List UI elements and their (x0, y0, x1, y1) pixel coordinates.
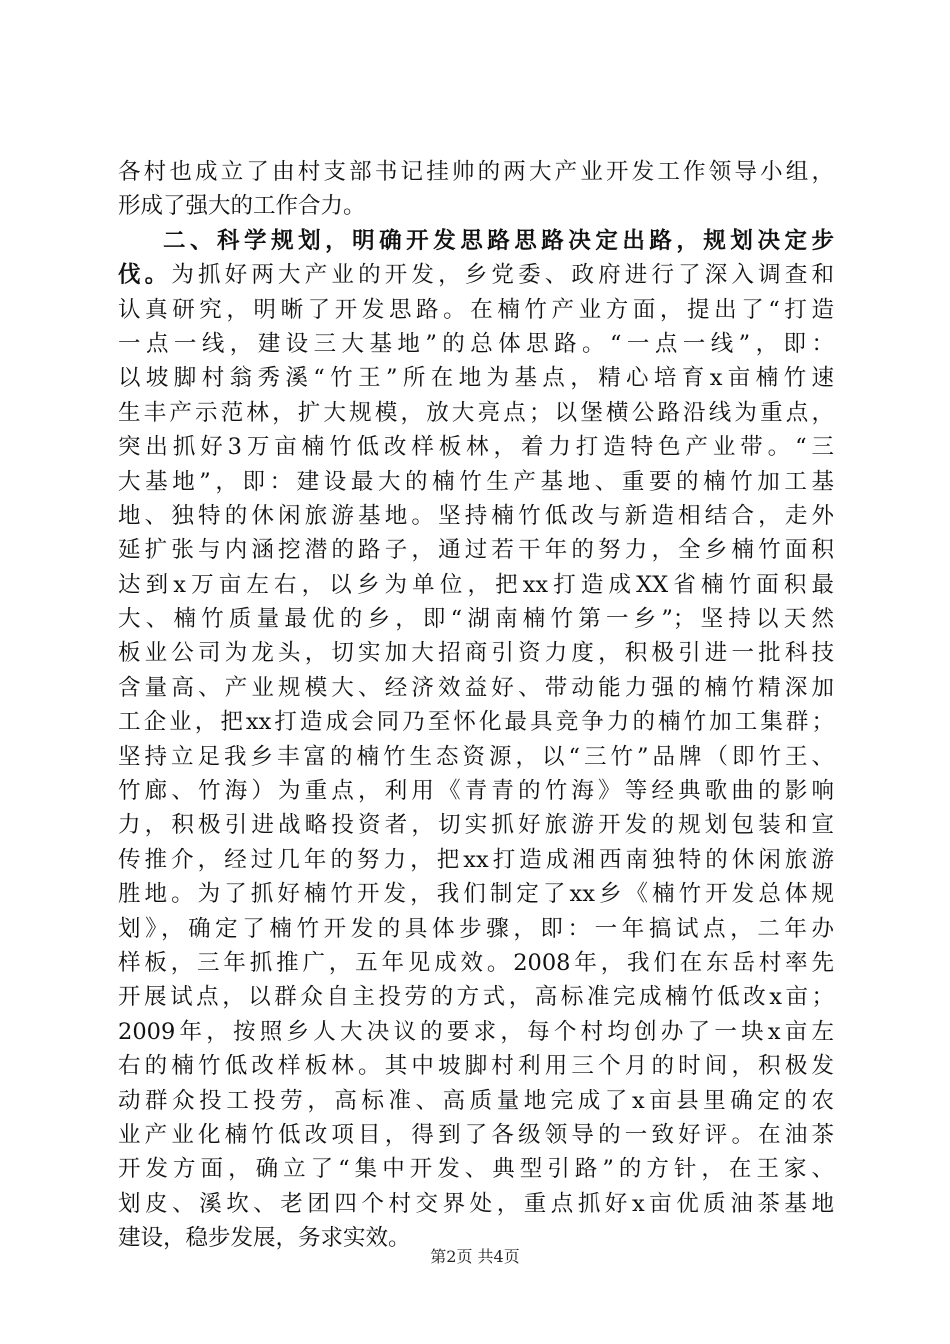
text-line-rest: 为抓好两大产业的开发，乡党委、政府进行了深入调查和 (171, 262, 834, 289)
document-body (118, 155, 834, 1256)
paragraph-1 (118, 155, 834, 224)
text-line: 以坡脚村翁秀溪“竹王”所在地为基点，精心培育x亩楠竹速 (118, 365, 834, 392)
text-line: 划皮、溪坎、老团四个村交界处，重点抓好x亩优质油茶基地 (118, 1190, 834, 1217)
text-line: 业产业化楠竹低改项目，得到了各级领导的一致好评。在油茶 (118, 1121, 834, 1148)
text-line: 生丰产示范林，扩大规模，放大亮点；以堡横公路沿线为重点， (118, 399, 834, 426)
paragraph-2-lines (118, 293, 834, 1256)
text-line: 传推介，经过几年的努力，把xx打造成湘西南独特的休闲旅游 (118, 846, 834, 873)
text-line: 开发方面，确立了“集中开发、典型引路”的方针，在王家、 (118, 1156, 834, 1183)
text-line: 一点一线，建设三大基地”的总体思路。“一点一线”，即： (118, 330, 834, 357)
text-line (118, 258, 834, 292)
page-footer: 第2页 共4页 (430, 1247, 520, 1266)
text-line: 样板，三年抓推广，五年见成效。2008年，我们在东岳村率先 (118, 949, 834, 976)
text-line: 划》，确定了楠竹开发的具体步骤，即：一年搞试点，二年办 (118, 915, 834, 942)
text-line: 突出抓好3万亩楠竹低改样板林，着力打造特色产业带。“三 (118, 434, 834, 461)
section-heading: 二、科学规划，明确开发思路思路决定出路，规划决定步 (163, 227, 834, 254)
text-line: 坚持立足我乡丰富的楠竹生态资源，以“三竹”品牌（即竹王、 (118, 743, 834, 770)
text-line: 各村也成立了由村支部书记挂帅的两大产业开发工作领导小组， (118, 159, 834, 185)
text-line: 胜地。为了抓好楠竹开发，我们制定了xx乡《楠竹开发总体规 (118, 881, 834, 908)
text-line: 建设，稳步发展，务求实效。 (118, 1225, 411, 1252)
text-line: 含量高、产业规模大、经济效益好、带动能力强的楠竹精深加 (118, 674, 834, 701)
paragraph-2 (118, 224, 834, 1256)
text-line: 右的楠竹低改样板林。其中坡脚村利用三个月的时间，积极发 (118, 1053, 834, 1080)
text-line: 动群众投工投劳，高标准、高质量地完成了x亩县里确定的农 (118, 1087, 834, 1114)
text-line: 形成了强大的工作合力。 (118, 193, 366, 220)
text-line: 2009年，按照乡人大决议的要求，每个村均创办了一块x亩左 (118, 1018, 834, 1045)
section-heading-tail: 伐。 (118, 262, 172, 289)
text-line: 工企业，把xx打造成会同乃至怀化最具竞争力的楠竹加工集群； (118, 709, 834, 736)
text-line: 开展试点，以群众自主投劳的方式，高标准完成楠竹低改x亩； (118, 984, 834, 1011)
text-line: 地、独特的休闲旅游基地。坚持楠竹低改与新造相结合，走外 (118, 502, 834, 529)
text-line: 达到x万亩左右，以乡为单位，把xx打造成XX省楠竹面积最 (118, 571, 834, 598)
text-line: 大基地”，即：建设最大的楠竹生产基地、重要的楠竹加工基 (118, 468, 834, 495)
text-line: 大、楠竹质量最优的乡，即“湖南楠竹第一乡”；坚持以天然 (118, 606, 834, 633)
text-line: 力，积极引进战略投资者，切实抓好旅游开发的规划包装和宣 (118, 812, 834, 839)
text-line: 竹廊、竹海）为重点，利用《青青的竹海》等经典歌曲的影响 (118, 778, 834, 805)
text-line: 认真研究，明晰了开发思路。在楠竹产业方面，提出了“打造 (118, 296, 834, 323)
text-line: 延扩张与内涵挖潜的路子，通过若干年的努力，全乡楠竹面积 (118, 537, 834, 564)
text-line: 板业公司为龙头，切实加大招商引资力度，积极引进一批科技 (118, 640, 834, 667)
